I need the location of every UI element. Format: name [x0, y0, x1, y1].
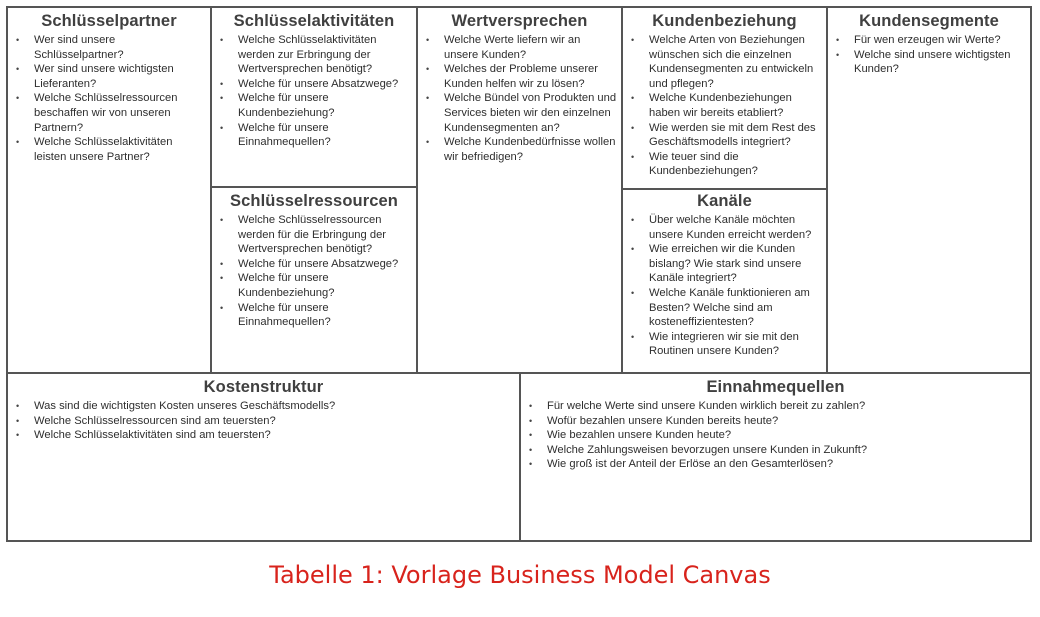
list-item: • Welches der Probleme unserer Kunden helfen wir zu lösen?: [424, 62, 617, 91]
list-item: • Welche Schlüsselressourcen sind am teuersten?: [14, 414, 515, 429]
revenue-streams-title: Einnahmequellen: [706, 378, 845, 396]
list-item: • Welche Schlüsselaktivitäten werden zur Erbringung der Wertversprechen benötigt?: [218, 33, 412, 77]
list-item: • Für welche Werte sind unsere Kunden wirklich bereit zu zahlen?: [527, 399, 1026, 414]
list-item: • Welche Kundenbedürfnisse wollen wir befriedigen?: [424, 135, 617, 164]
key-resources-list: [212, 213, 416, 330]
customer-relationships-list: [623, 33, 826, 179]
list-item: • Welche Schlüsselressourcen werden für die Erbringung der Wertversprechen benötigt?: [218, 213, 412, 257]
revenue-streams-cell: [519, 372, 1032, 542]
key-resources-cell: [210, 186, 418, 374]
list-item: • Wie teuer sind die Kundenbeziehungen?: [629, 150, 822, 179]
table-caption: Tabelle 1: Vorlage Business Model Canvas: [269, 561, 771, 589]
value-propositions-cell: [416, 6, 623, 374]
customer-relationships-title: Kundenbeziehung: [652, 12, 797, 30]
key-partners-list: [8, 33, 210, 164]
list-item: • Welche Kanäle funktionieren am Besten? Welche sind am kosteneffizientesten?: [629, 286, 822, 330]
key-activities-title: Schlüsselaktivitäten: [233, 12, 395, 30]
key-partners-cell: [6, 6, 212, 374]
revenue-streams-list: [521, 399, 1030, 472]
key-activities-list: [212, 33, 416, 150]
list-item: • Wofür bezahlen unsere Kunden bereits heute?: [527, 414, 1026, 429]
business-model-canvas: [6, 6, 1032, 542]
list-item: • Wie werden sie mit dem Rest des Geschäftsmodells integriert?: [629, 121, 822, 150]
list-item: • Welche Werte liefern wir an unsere Kunden?: [424, 33, 617, 62]
list-item: • Was sind die wichtigsten Kosten unseres Geschäftsmodells?: [14, 399, 515, 414]
list-item: • Wie bezahlen unsere Kunden heute?: [527, 428, 1026, 443]
list-item: • Welche Kundenbeziehungen haben wir bereits etabliert?: [629, 91, 822, 120]
key-activities-cell: [210, 6, 418, 188]
list-item: • Welche sind unsere wichtigsten Kunden?: [834, 48, 1026, 77]
list-item: • Welche Bündel von Produkten und Services bieten wir den einzelnen Kundensegmenten an?: [424, 91, 617, 135]
list-item: • Welche Arten von Beziehungen wünschen sich die einzelnen Kundensegmenten zu entwickeln und pflegen?: [629, 33, 822, 91]
customer-relationships-cell: [621, 6, 828, 190]
customer-segments-cell: [826, 6, 1032, 374]
list-item: • Welche für unsere Absatzwege?: [218, 77, 412, 92]
list-item: • Wer sind unsere Schlüsselpartner?: [14, 33, 206, 62]
key-partners-title: Schlüsselpartner: [41, 12, 177, 30]
list-item: • Welche für unsere Kundenbeziehung?: [218, 91, 412, 120]
value-propositions-title: Wertversprechen: [451, 12, 588, 30]
cost-structure-list: [8, 399, 519, 443]
value-propositions-list: [418, 33, 621, 164]
list-item: • Für wen erzeugen wir Werte?: [834, 33, 1026, 48]
cost-structure-cell: [6, 372, 521, 542]
list-item: • Wie integrieren wir sie mit den Routinen unsere Kunden?: [629, 330, 822, 359]
list-item: • Wer sind unsere wichtigsten Lieferanten?: [14, 62, 206, 91]
key-resources-title: Schlüsselressourcen: [230, 192, 398, 210]
cost-structure-title: Kostenstruktur: [203, 378, 324, 396]
customer-segments-title: Kundensegmente: [859, 12, 999, 30]
channels-list: [623, 213, 826, 359]
list-item: • Wie erreichen wir die Kunden bislang? Wie stark sind unsere Kanäle integriert?: [629, 242, 822, 286]
channels-title: Kanäle: [697, 192, 752, 210]
list-item: • Welche Schlüsselaktivitäten leisten unsere Partner?: [14, 135, 206, 164]
list-item: • Welche Schlüsselressourcen beschaffen wir von unseren Partnern?: [14, 91, 206, 135]
customer-segments-list: [828, 33, 1030, 77]
list-item: • Welche für unsere Absatzwege?: [218, 257, 412, 272]
channels-cell: [621, 188, 828, 374]
list-item: • Über welche Kanäle möchten unsere Kunden erreicht werden?: [629, 213, 822, 242]
list-item: • Welche für unsere Einnahmequellen?: [218, 301, 412, 330]
list-item: • Welche für unsere Einnahmequellen?: [218, 121, 412, 150]
list-item: • Wie groß ist der Anteil der Erlöse an den Gesamterlösen?: [527, 457, 1026, 472]
list-item: • Welche für unsere Kundenbeziehung?: [218, 271, 412, 300]
list-item: • Welche Schlüsselaktivitäten sind am teuersten?: [14, 428, 515, 443]
list-item: • Welche Zahlungsweisen bevorzugen unsere Kunden in Zukunft?: [527, 443, 1026, 458]
